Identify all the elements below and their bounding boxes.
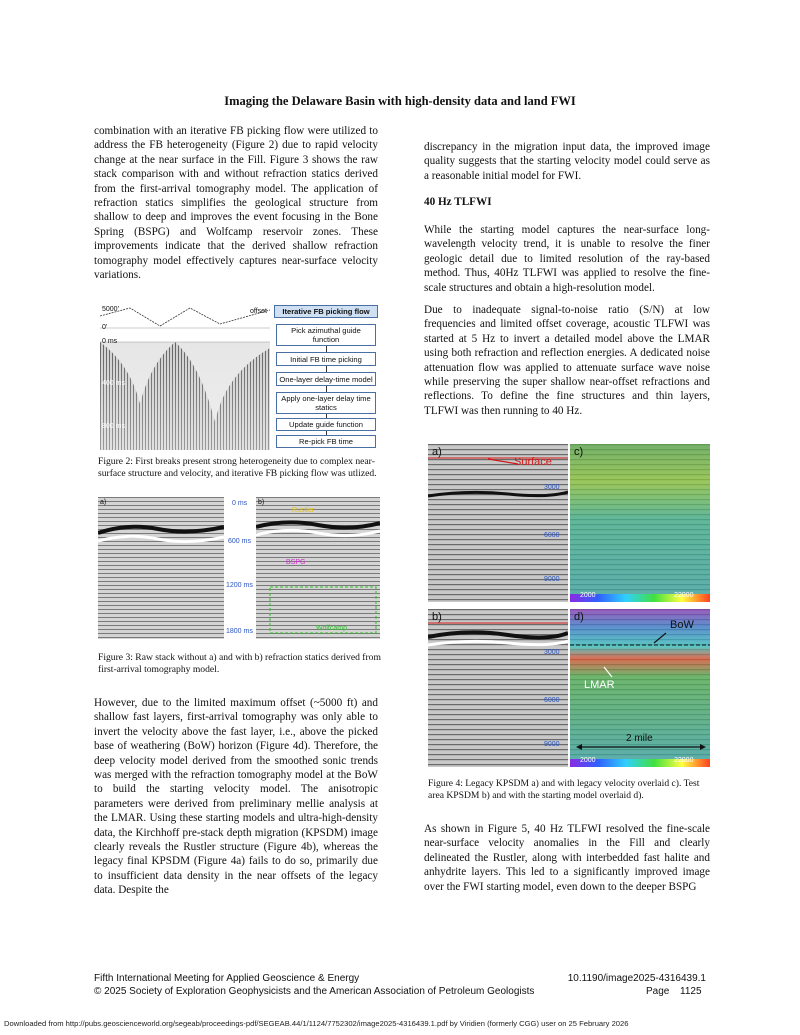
figure-4c-legacy-velocity xyxy=(570,444,710,602)
page-title: Imaging the Delaware Basin with high-density data and land FWI xyxy=(224,94,576,108)
right-paragraph-4: As shown in Figure 5, 40 Hz TLFWI resolved the fine-scale near-surface velocity anomalies in the Fill and clearly delineated the Rustler, along with interbedded fast halite and anhydrite layers. This led to a significantly improved image over the FWI starting model, even down to the deeper BSPG xyxy=(424,823,710,893)
right-paragraph-2: While the starting model captures the near-surface long-wavelength velocity trend, it is unable to resolve the finer geologic detail due to limited resolution of the ray-based method. Thus, 40Hz TLFWI was applied to resolve the fine-scale structures and obtain a high-resolution model. xyxy=(424,224,710,294)
figure-3-caption: Figure 3: Raw stack without a) and with b) refraction statics derived from first-arrival tomography model. xyxy=(98,652,381,675)
flow-step-1: Pick azimuthal guide function xyxy=(276,324,376,346)
footer-conference: Fifth International Meeting for Applied Geoscience & Energy xyxy=(94,973,360,984)
fig4b-depth-3000: 3000 xyxy=(544,649,560,656)
section-heading-tlfwi: 40 Hz TLFWI xyxy=(424,196,492,208)
right-paragraph-3: Due to inadequate signal-to-noise ratio (S/N) at low frequencies and limited offset coverage, acoustic TLFWI was started at 5 Hz to invert a detailed model above the LMAR using both refraction and reflection energies. A dedicated noise attenuation flow was applied to attenuate surface wave noise while preserving the super shallow near-offset refractions and reflections. To define the fine structures and thin layers, TLFWI was then running to 40 Hz. xyxy=(424,304,710,417)
fig2-offset-5000: 5000' xyxy=(102,306,119,313)
footer-page-label: Page xyxy=(646,986,670,997)
flow-step-4: Apply one-layer delay time statics xyxy=(276,392,376,414)
fig2-offset-label: offset xyxy=(250,308,267,315)
fig4c-colorbar-max: 22000 xyxy=(674,592,694,599)
fig4a-depth-3000: 3000 xyxy=(544,484,560,491)
fig3-time-0: 0 ms xyxy=(232,500,248,507)
fig4c-colorbar-min: 2000 xyxy=(580,592,596,599)
fig4-label-b: b) xyxy=(432,611,442,623)
right-paragraph-1: discrepancy in the migration input data, the improved image quality suggests that the starting velocity model could serve as a reasonable initial model for FWI. xyxy=(424,141,710,182)
fig2-time-0: 0 ms xyxy=(102,338,118,345)
fig4-scale-label: 2 mile xyxy=(626,733,653,744)
fig3-time-1800: 1800 ms xyxy=(226,628,253,635)
fig4-surface-label: Surface xyxy=(514,456,552,468)
fig2-offset-0: 0' xyxy=(102,324,108,331)
flow-step-6: Re-pick FB time xyxy=(276,435,376,448)
fig4-label-c: c) xyxy=(574,446,584,458)
fig4-lmar-label: LMAR xyxy=(584,679,615,691)
fig4b-depth-9000: 9000 xyxy=(544,741,560,748)
fig4a-depth-9000: 9000 xyxy=(544,576,560,583)
footer-page-number: 1125 xyxy=(680,986,702,997)
flow-step-5: Update guide function xyxy=(276,418,376,431)
figure-2-seismic-image xyxy=(100,304,270,450)
fig3-bspg-label: BSPG xyxy=(286,559,306,566)
fig3-time-1200: 1200 ms xyxy=(226,582,253,589)
left-paragraph-1: combination with an iterative FB picking flow were utilized to address the FB heterogeneity (Figure 2) due to rapid velocity change at the near surface in the Fill. Figure 3 shows the raw stack comparison with and without refraction statics derived from the first-arrival tomography model. The application of refraction statics simplifies the geological structure from shallow to deep and improves the event focusing in the Bone Spring (BSPG) and Wolfcamp reservoir zones. These improvements indicate that the derived shallow refraction tomography model effectively captures near-surface velocity variations. xyxy=(94,125,378,282)
flow-step-3: One-layer delay-time model xyxy=(276,372,376,386)
download-notice: Downloaded from http://pubs.geoscienceworld.org/segeab/proceedings-pdf/SEGEAB.44/1/1124/7752302/image2025-4316439.1.pdf by Viridien (formerly CGG) user on 25 February 2026 xyxy=(4,1019,629,1028)
fig4-bow-label: BoW xyxy=(670,619,694,631)
fig4d-colorbar-max: 22000 xyxy=(674,757,694,764)
fig2-time-400: 400 ms xyxy=(102,380,125,387)
fig3-label-a: a) xyxy=(100,499,107,506)
flow-step-2: Initial FB time picking xyxy=(276,352,376,366)
left-paragraph-2: However, due to the limited maximum offset (~5000 ft) and shallow fast layers, first-arrival tomography was only able to invert the velocity above the fast layer, i.e., above the picked base of weathering (BoW) horizon (Figure 4d). Therefore, the deep velocity model derived from the smoothed sonic trends was merged with the refraction tomography model at the BoW to build the starting velocity model. The anisotropic parameters were derived from preliminary mellie analysis at the LMAR. Using these starting models and ultra-high-density data, the Kirchhoff pre-stack depth migration (KPSDM) image clearly reveals the Rustler structure (Figure 4b), whereas the legacy final KPSDM (Figure 4a) fails to do so, primarily due to insufficient data density in the near offsets of the legacy data. Despite the xyxy=(94,697,378,897)
figure-4b-test-kpsdm xyxy=(428,609,568,767)
fig2-time-800: 800 ms xyxy=(102,423,125,430)
footer-doi: 10.1190/image2025-4316439.1 xyxy=(567,973,706,984)
fig4a-depth-6000: 6000 xyxy=(544,532,560,539)
fig3-wolfcamp-label: Wolfcamp xyxy=(316,625,347,632)
figure-4a-legacy-kpsdm xyxy=(428,444,568,602)
footer-copyright: © 2025 Society of Exploration Geophysicists and the American Association of Petroleum Geologists xyxy=(94,986,535,997)
fig3-time-600: 600 ms xyxy=(228,538,251,545)
fig3-label-b: b) xyxy=(258,499,265,506)
fig3-rustler-label: Rustler xyxy=(292,507,315,514)
figure-2-caption: Figure 2: First breaks present strong heterogeneity due to complex near-surface structure and velocity, and iterative FB picking flow was utlized. xyxy=(98,456,377,479)
figure-4d-starting-velocity xyxy=(570,609,710,767)
figure-3b-seismic xyxy=(256,497,380,639)
fig4-label-a: a) xyxy=(432,446,442,458)
figure-3a-seismic xyxy=(98,497,224,639)
fig4b-depth-6000: 6000 xyxy=(544,697,560,704)
fig4-label-d: d) xyxy=(574,611,584,623)
fig4d-colorbar-min: 2000 xyxy=(580,757,596,764)
flow-title: Iterative FB picking flow xyxy=(274,305,378,318)
figure-4-caption: Figure 4: Legacy KPSDM a) and with legacy velocity overlaid c). Test area KPSDM b) and with the starting model overlaid d). xyxy=(428,778,700,801)
